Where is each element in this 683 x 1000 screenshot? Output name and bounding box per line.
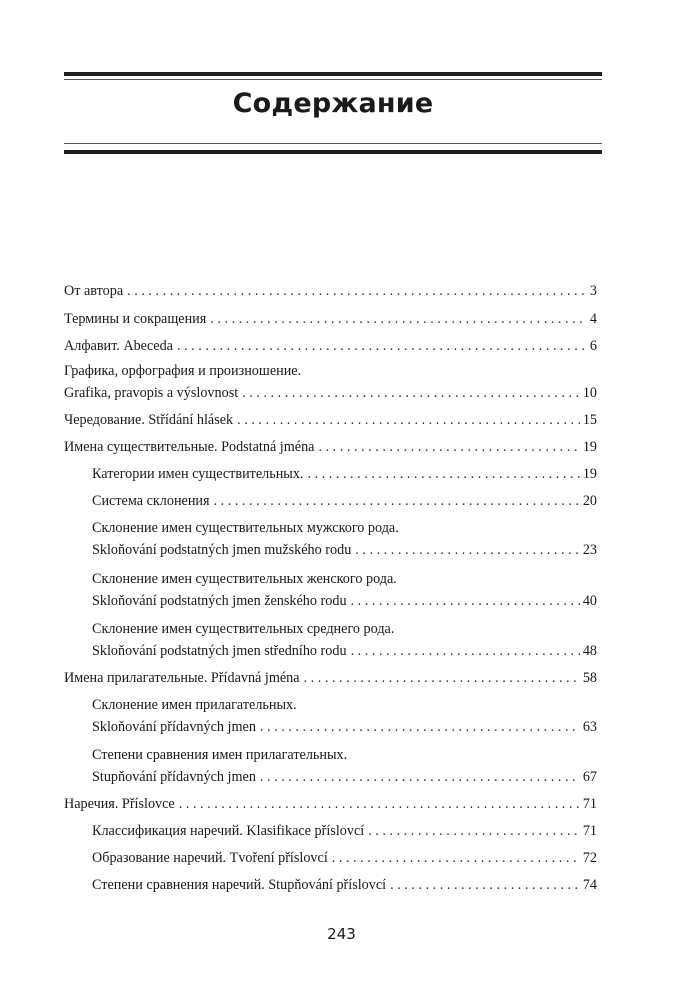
toc-entry-title-line1: Склонение имен прилагательных.: [92, 697, 297, 713]
toc-entry-page: 67: [582, 769, 597, 785]
toc-subentry[interactable]: [92, 822, 597, 840]
toc-entry-title-line1: Степени сравнения имен прилагательных.: [92, 747, 348, 763]
toc-entry-page: 15: [582, 412, 597, 428]
toc-entry-page: 23: [582, 542, 597, 558]
toc-entry-page: 74: [582, 877, 597, 893]
toc-leader-dots: [390, 876, 580, 894]
toc-entry-title: Образование наречий. Tvoření příslovcí: [92, 850, 328, 866]
toc-entry-title: Grafika, pravopis a výslovnost: [64, 385, 239, 401]
toc-entry-title: Наречия. Příslovce: [64, 796, 175, 812]
toc-entry[interactable]: [64, 362, 597, 402]
toc-subentry[interactable]: [92, 746, 597, 786]
toc-entry-page: 63: [582, 719, 597, 735]
toc-entry-page: 48: [582, 643, 597, 659]
toc-leader-dots: [210, 310, 587, 328]
toc-leader-dots: [351, 592, 580, 610]
toc-subentry[interactable]: [92, 876, 597, 894]
toc-entry-title: Чередование. Střídání hlásek: [64, 412, 234, 428]
toc-subentry[interactable]: [92, 519, 597, 559]
toc-entry-page: 72: [582, 850, 597, 866]
toc-entry[interactable]: [64, 282, 597, 300]
toc-entry-page: 19: [582, 439, 597, 455]
toc-entry-title: Skloňování podstatných jmen ženského rodu: [92, 593, 347, 609]
toc-entry-title: От автора: [64, 283, 124, 299]
page-number: 243: [327, 925, 356, 943]
toc-subentry[interactable]: [92, 465, 597, 483]
toc-entry-page: 71: [582, 823, 597, 839]
toc-entry-title: Skloňování přídavných jmen: [92, 719, 256, 735]
toc-entry[interactable]: [64, 438, 597, 456]
toc-entry-page: 71: [582, 796, 597, 812]
toc-entry-page: 40: [582, 593, 597, 609]
toc-leader-dots: [179, 795, 580, 813]
toc-subentry[interactable]: [92, 492, 597, 510]
toc-subentry[interactable]: [92, 570, 597, 610]
toc-subentry[interactable]: [92, 696, 597, 736]
toc-leader-dots: [177, 337, 587, 355]
toc-entry-title: Skloňování podstatných jmen mužského rodu: [92, 542, 352, 558]
toc-entry-title: Skloňování podstatných jmen středního rodu: [92, 643, 347, 659]
header-rule-top-thick: [64, 72, 602, 76]
toc-leader-dots: [214, 492, 580, 510]
toc-subentry[interactable]: [92, 620, 597, 660]
toc-entry-title: Имена прилагательные. Přídavná jména: [64, 670, 300, 686]
toc-entry-title-line1: Склонение имен существительных женского рода.: [92, 571, 397, 587]
page-title: Содержание: [232, 88, 434, 119]
toc-leader-dots: [355, 541, 580, 559]
toc-leader-dots: [368, 822, 580, 840]
toc-leader-dots: [242, 384, 580, 402]
toc-entry-title-line1: Графика, орфография и произношение.: [64, 363, 302, 379]
toc-entry[interactable]: [64, 669, 597, 687]
toc-entry-title: Система склонения: [92, 493, 210, 509]
toc-leader-dots: [260, 718, 580, 736]
toc-entry-page: 10: [582, 385, 597, 401]
toc-entry-title: Имена существительные. Podstatná jména: [64, 439, 315, 455]
toc-entry-page: 19: [582, 466, 597, 482]
toc-entry-title: Термины и сокращения: [64, 311, 207, 327]
toc-leader-dots: [351, 642, 580, 660]
toc-entry-page: 6: [589, 338, 597, 354]
toc-entry-title-line1: Склонение имен существительных среднего рода.: [92, 621, 395, 637]
header-rule-bottom-thick: [64, 150, 602, 154]
toc-entry[interactable]: [64, 411, 597, 429]
toc-leader-dots: [127, 282, 587, 300]
toc-entry[interactable]: [64, 795, 597, 813]
toc-entry-title: Степени сравнения наречий. Stupňování příslovcí: [92, 877, 387, 893]
toc-entry-page: 20: [582, 493, 597, 509]
toc-leader-dots: [237, 411, 580, 429]
toc-leader-dots: [304, 669, 580, 687]
toc-entry-title: Категории имен существительных.: [92, 466, 304, 482]
toc-entry-title-line1: Склонение имен существительных мужского рода.: [92, 520, 399, 536]
toc-leader-dots: [318, 438, 579, 456]
toc-entry-page: 3: [589, 283, 597, 299]
toc-subentry[interactable]: [92, 849, 597, 867]
toc-entry[interactable]: [64, 310, 597, 328]
toc-entry-title: Классификация наречий. Klasifikace příslovcí: [92, 823, 365, 839]
toc-leader-dots: [260, 768, 580, 786]
toc-entry-page: 58: [582, 670, 597, 686]
toc-leader-dots: [332, 849, 580, 867]
toc-leader-dots: [307, 465, 579, 483]
toc-entry-page: 4: [589, 311, 597, 327]
toc-entry-title: Алфавит. Abeceda: [64, 338, 173, 354]
header-rule-top-thin: [64, 79, 602, 80]
toc-entry-title: Stupňování přídavných jmen: [92, 769, 256, 785]
header-rule-bottom-thin: [64, 143, 602, 144]
toc-entry[interactable]: [64, 337, 597, 355]
